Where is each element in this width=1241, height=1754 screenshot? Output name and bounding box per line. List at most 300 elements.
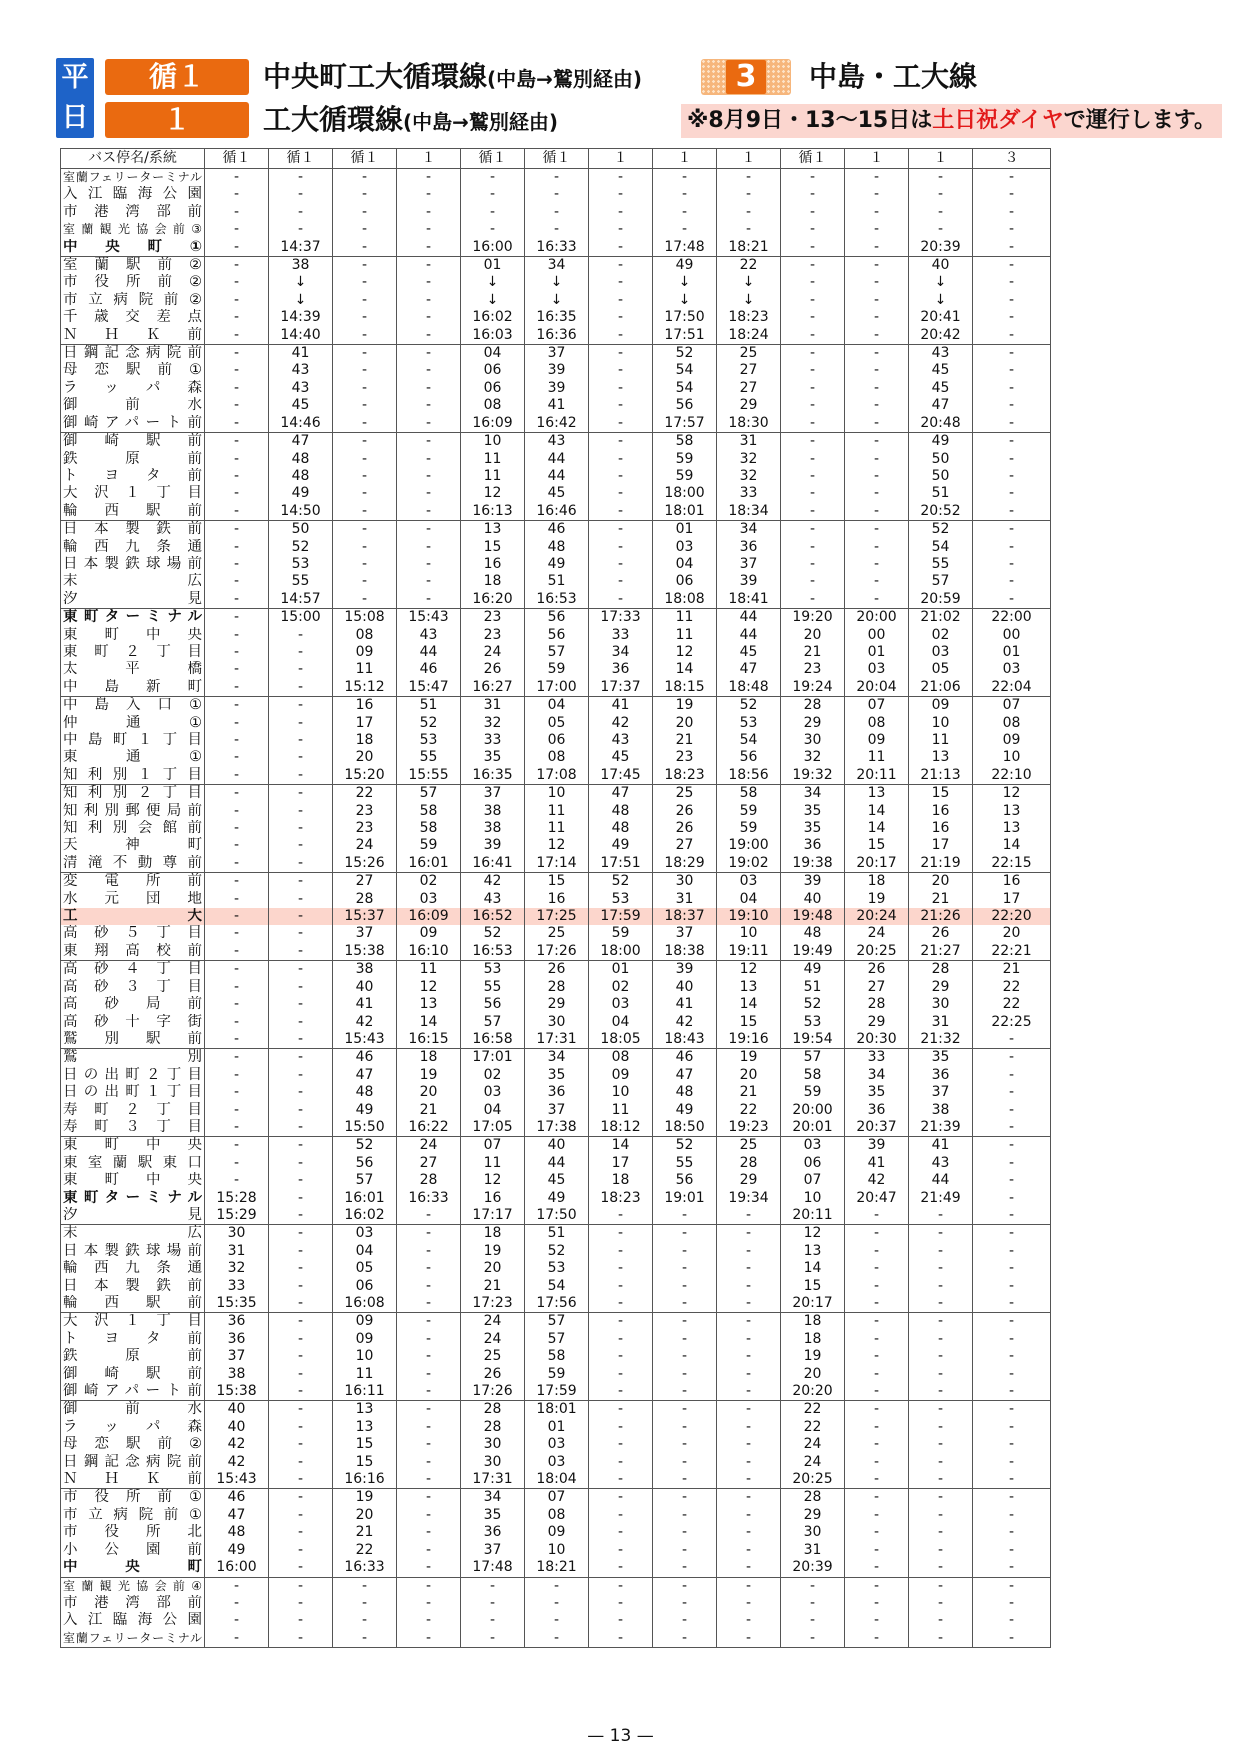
time-cell: - (973, 1331, 1051, 1348)
time-cell: - (269, 943, 333, 961)
stop-name: 東室蘭駅東口 (61, 1155, 205, 1172)
time-cell: - (845, 345, 909, 363)
time-cell: 24 (333, 837, 397, 854)
time-cell: 52 (333, 1137, 397, 1155)
table-row (61, 309, 1051, 326)
time-cell: 16:09 (461, 415, 525, 433)
route-column-header: 循１ (461, 149, 525, 169)
time-cell: - (205, 397, 269, 414)
time-cell: 15 (909, 785, 973, 803)
table-row (61, 433, 1051, 451)
time-cell: 21:06 (909, 679, 973, 697)
stop-name: 日鋼記念病院前 (61, 345, 205, 363)
table-row (61, 556, 1051, 573)
time-cell: 10 (973, 749, 1051, 766)
stop-name: 日本製鉄球場前 (61, 556, 205, 573)
table-row (61, 1243, 1051, 1260)
time-cell: 49 (653, 1102, 717, 1119)
time-cell: 28 (781, 1489, 845, 1507)
stop-name: 東町中央 (61, 1172, 205, 1189)
time-cell: - (397, 1507, 461, 1524)
time-cell: 56 (525, 609, 589, 627)
time-cell: - (397, 1225, 461, 1243)
time-cell: 32 (461, 715, 525, 732)
table-row (61, 679, 1051, 697)
time-cell: 22:15 (973, 855, 1051, 873)
time-cell: - (973, 327, 1051, 345)
time-cell: - (269, 1260, 333, 1277)
time-cell: 52 (653, 345, 717, 363)
time-cell: 17 (589, 1155, 653, 1172)
time-cell: - (589, 1489, 653, 1507)
time-cell: 10 (525, 785, 589, 803)
time-cell: - (781, 539, 845, 556)
time-cell: 19:00 (717, 837, 781, 854)
table-row (61, 591, 1051, 609)
route-title-2 (263, 100, 558, 142)
time-cell: 51 (525, 1225, 589, 1243)
time-cell: 20:24 (845, 908, 909, 925)
time-cell: 22 (781, 1401, 845, 1419)
time-cell: - (717, 169, 781, 187)
time-cell: 11 (909, 732, 973, 749)
time-cell: 22:10 (973, 767, 1051, 785)
time-cell: 20 (397, 1084, 461, 1101)
time-cell: 37 (909, 1084, 973, 1101)
time-cell: - (461, 1595, 525, 1612)
time-cell: - (909, 1489, 973, 1507)
time-cell: - (461, 186, 525, 203)
time-cell: - (397, 451, 461, 468)
time-cell: - (397, 485, 461, 502)
time-cell: - (269, 1119, 333, 1137)
time-cell: - (205, 1172, 269, 1189)
time-cell: - (589, 292, 653, 309)
time-cell: 06 (333, 1278, 397, 1295)
stop-name: 御崎アパート前 (61, 1383, 205, 1401)
time-cell: - (845, 257, 909, 275)
time-cell: 47 (333, 1067, 397, 1084)
stop-name: 汐見 (61, 591, 205, 609)
stop-name: 中央町 (61, 1559, 205, 1577)
time-cell: 21:27 (909, 943, 973, 961)
time-cell: - (589, 1542, 653, 1559)
time-cell: 20 (653, 715, 717, 732)
time-cell: - (845, 274, 909, 291)
time-cell: 16:11 (333, 1383, 397, 1401)
time-cell: - (205, 1630, 269, 1648)
time-cell: - (589, 556, 653, 573)
time-cell: - (973, 169, 1051, 187)
time-cell: - (269, 1243, 333, 1260)
time-cell: - (845, 1559, 909, 1577)
time-cell: 44 (717, 609, 781, 627)
time-cell: - (781, 1612, 845, 1629)
table-row (61, 925, 1051, 942)
time-cell: 55 (269, 573, 333, 590)
time-cell: - (205, 573, 269, 590)
time-cell: 30 (781, 732, 845, 749)
time-cell: - (589, 415, 653, 433)
time-cell: - (973, 1190, 1051, 1207)
time-cell: - (205, 925, 269, 942)
time-cell: - (461, 1577, 525, 1595)
time-cell: 01 (525, 1419, 589, 1436)
time-cell: - (653, 1542, 717, 1559)
table-row (61, 1383, 1051, 1401)
time-cell: 16:36 (525, 327, 589, 345)
time-cell: - (845, 397, 909, 414)
time-cell: 02 (909, 627, 973, 644)
time-cell: 52 (269, 539, 333, 556)
time-cell: - (269, 1524, 333, 1541)
table-row (61, 221, 1051, 238)
time-cell: 08 (461, 397, 525, 414)
time-cell: 15:26 (333, 855, 397, 873)
time-cell: - (781, 591, 845, 609)
time-cell: 19:01 (653, 1190, 717, 1207)
time-cell: 20 (973, 925, 1051, 942)
time-cell: 34 (589, 644, 653, 661)
time-cell: 15 (461, 539, 525, 556)
time-cell: - (717, 186, 781, 203)
time-cell: - (205, 556, 269, 573)
time-cell: 03 (845, 661, 909, 678)
table-row (61, 1630, 1051, 1648)
time-cell: 28 (781, 697, 845, 715)
time-cell: - (205, 1084, 269, 1101)
time-cell: - (845, 1454, 909, 1471)
time-cell: 33 (717, 485, 781, 502)
time-cell: - (909, 1471, 973, 1489)
time-cell: 21 (653, 732, 717, 749)
time-cell: 18:24 (717, 327, 781, 345)
table-row (61, 1401, 1051, 1419)
time-cell: 43 (269, 380, 333, 397)
time-cell: - (653, 1524, 717, 1541)
time-cell: - (717, 1436, 781, 1453)
time-cell: - (269, 1102, 333, 1119)
time-cell: - (973, 1524, 1051, 1541)
time-cell: - (653, 1295, 717, 1313)
time-cell: 48 (589, 820, 653, 837)
table-row (61, 327, 1051, 345)
time-cell: 20 (781, 627, 845, 644)
stop-name: 日鋼記念病院前 (61, 1454, 205, 1471)
time-cell: - (205, 785, 269, 803)
time-cell: - (269, 767, 333, 785)
time-cell: - (589, 397, 653, 414)
time-cell: - (589, 1559, 653, 1577)
time-cell: - (973, 1383, 1051, 1401)
time-cell: - (205, 644, 269, 661)
time-cell: - (845, 451, 909, 468)
time-cell: 43 (397, 627, 461, 644)
time-cell: - (973, 1366, 1051, 1383)
time-cell: - (269, 1559, 333, 1577)
table-row (61, 1155, 1051, 1172)
time-cell: 46 (397, 661, 461, 678)
time-cell: 17 (909, 837, 973, 854)
time-cell: - (269, 1225, 333, 1243)
time-cell: 28 (717, 1155, 781, 1172)
table-row (61, 274, 1051, 291)
time-cell: - (653, 1225, 717, 1243)
time-cell: 49 (525, 1190, 589, 1207)
time-cell: - (589, 1595, 653, 1612)
time-cell: - (653, 1612, 717, 1629)
time-cell: 12 (717, 961, 781, 979)
time-cell: 39 (717, 573, 781, 590)
time-cell: - (973, 1243, 1051, 1260)
time-cell: 50 (909, 468, 973, 485)
time-cell: 30 (653, 873, 717, 891)
time-cell: - (269, 169, 333, 187)
time-cell: 18:56 (717, 767, 781, 785)
time-cell: 23 (461, 627, 525, 644)
time-cell: 14 (845, 803, 909, 820)
time-cell: 44 (525, 468, 589, 485)
time-cell: - (973, 451, 1051, 468)
table-row (61, 362, 1051, 379)
time-cell: 37 (333, 925, 397, 942)
time-cell: 28 (461, 1401, 525, 1419)
route-title-1-via: (中島→鷲別経由) (487, 67, 643, 91)
time-cell: - (845, 1313, 909, 1331)
table-row (61, 1489, 1051, 1507)
time-cell: - (653, 1401, 717, 1419)
time-cell: - (845, 204, 909, 221)
time-cell: - (845, 503, 909, 521)
time-cell: - (205, 1155, 269, 1172)
time-cell: 17:59 (589, 908, 653, 925)
stop-name: 知利別２丁目 (61, 785, 205, 803)
time-cell: - (781, 309, 845, 326)
time-cell: - (589, 1507, 653, 1524)
time-cell: - (269, 1155, 333, 1172)
time-cell: - (205, 1595, 269, 1612)
time-cell: 11 (333, 661, 397, 678)
time-cell: 48 (653, 1084, 717, 1101)
time-cell: - (205, 767, 269, 785)
time-cell: - (717, 1331, 781, 1348)
time-cell: 31 (717, 433, 781, 451)
time-cell: 00 (973, 627, 1051, 644)
time-cell: 33 (589, 627, 653, 644)
time-cell: - (845, 521, 909, 539)
time-cell: 16:33 (397, 1190, 461, 1207)
time-cell: - (845, 556, 909, 573)
time-cell: 50 (269, 521, 333, 539)
time-cell: - (333, 169, 397, 187)
time-cell: 38 (909, 1102, 973, 1119)
time-cell: 04 (461, 345, 525, 363)
time-cell: - (781, 415, 845, 433)
time-cell: 21:32 (909, 1031, 973, 1049)
time-cell: - (845, 221, 909, 238)
time-cell: - (269, 1031, 333, 1049)
time-cell: - (653, 1436, 717, 1453)
time-cell: - (717, 1524, 781, 1541)
stop-name: 市役所前① (61, 1489, 205, 1507)
time-cell: - (973, 221, 1051, 238)
time-cell: 17:51 (589, 855, 653, 873)
time-cell: 13 (333, 1401, 397, 1419)
time-cell: - (205, 908, 269, 925)
time-cell: - (973, 309, 1051, 326)
time-cell: - (845, 433, 909, 451)
time-cell: - (589, 1401, 653, 1419)
time-cell: ↓ (909, 292, 973, 309)
time-cell: 27 (333, 873, 397, 891)
time-cell: 16:58 (461, 1031, 525, 1049)
time-cell: 42 (653, 1014, 717, 1031)
time-cell: - (269, 1049, 333, 1067)
time-cell: 15:29 (205, 1207, 269, 1225)
time-cell: - (589, 1331, 653, 1348)
time-cell: 16:09 (397, 908, 461, 925)
time-cell: 18:38 (653, 943, 717, 961)
time-cell: 16:01 (333, 1190, 397, 1207)
time-cell: - (269, 715, 333, 732)
time-cell: - (589, 539, 653, 556)
time-cell: 16 (909, 820, 973, 837)
time-cell: - (973, 539, 1051, 556)
time-cell: - (269, 1595, 333, 1612)
stop-name: 室蘭フェリーターミナル (61, 169, 205, 187)
stop-name: 入江臨海公園 (61, 1612, 205, 1629)
time-cell: 36 (589, 661, 653, 678)
time-cell: - (973, 1102, 1051, 1119)
time-cell: 20:42 (909, 327, 973, 345)
time-cell: 16:00 (461, 239, 525, 257)
time-cell: - (653, 1595, 717, 1612)
time-cell: - (525, 1630, 589, 1648)
time-cell: 41 (845, 1155, 909, 1172)
time-cell: 10 (525, 1542, 589, 1559)
time-cell: - (781, 485, 845, 502)
table-row (61, 1419, 1051, 1436)
time-cell: 15:20 (333, 767, 397, 785)
table-row (61, 397, 1051, 414)
time-cell: 20 (909, 873, 973, 891)
time-cell: 57 (909, 573, 973, 590)
route-tag-3-label: 3 (726, 60, 766, 94)
stop-name: 御崎アパート前 (61, 415, 205, 433)
time-cell: 53 (525, 1260, 589, 1277)
time-cell: 43 (461, 891, 525, 908)
time-cell: 17:48 (653, 239, 717, 257)
time-cell: 52 (781, 996, 845, 1013)
time-cell: ↓ (717, 292, 781, 309)
time-cell: 50 (909, 451, 973, 468)
time-cell: 45 (525, 485, 589, 502)
time-cell: - (781, 345, 845, 363)
time-cell: - (205, 873, 269, 891)
time-cell: - (397, 1595, 461, 1612)
time-cell: - (205, 1014, 269, 1031)
time-cell: 58 (781, 1067, 845, 1084)
time-cell: - (845, 327, 909, 345)
stop-name: 知利別１丁目 (61, 767, 205, 785)
route-column-header: １ (397, 149, 461, 169)
time-cell: 59 (717, 820, 781, 837)
time-cell: 18:23 (717, 309, 781, 326)
time-cell: - (269, 1507, 333, 1524)
time-cell: - (973, 521, 1051, 539)
time-cell: - (589, 1471, 653, 1489)
time-cell: 11 (333, 1366, 397, 1383)
time-cell: 18:41 (717, 591, 781, 609)
time-cell: 58 (525, 1348, 589, 1365)
time-cell: 53 (781, 1014, 845, 1031)
time-cell: 11 (653, 627, 717, 644)
table-row (61, 1348, 1051, 1365)
time-cell: 19 (653, 697, 717, 715)
stop-name: 御崎駅前 (61, 1366, 205, 1383)
corner-header: バス停名/系統 (61, 149, 205, 169)
time-cell: 18:00 (653, 485, 717, 502)
time-cell: 58 (717, 785, 781, 803)
time-cell: 14:40 (269, 327, 333, 345)
time-cell: - (269, 221, 333, 238)
time-cell: 17:14 (525, 855, 589, 873)
time-cell: - (973, 1454, 1051, 1471)
time-cell: - (205, 732, 269, 749)
time-cell: - (973, 433, 1051, 451)
time-cell: - (845, 1401, 909, 1419)
time-cell: 09 (845, 732, 909, 749)
time-cell: 09 (333, 644, 397, 661)
time-cell: 45 (717, 644, 781, 661)
time-cell: - (397, 1260, 461, 1277)
time-cell: 17:26 (525, 943, 589, 961)
time-cell: 19:11 (717, 943, 781, 961)
time-cell: 20 (461, 1260, 525, 1277)
time-cell: 22:20 (973, 908, 1051, 925)
time-cell: 20 (781, 1366, 845, 1383)
time-cell: 16:35 (525, 309, 589, 326)
route-column-header: ３ (973, 149, 1051, 169)
table-row (61, 891, 1051, 908)
time-cell: 16:08 (333, 1295, 397, 1313)
time-cell: - (781, 1577, 845, 1595)
time-cell: 36 (845, 1102, 909, 1119)
weekday-char-1: 平 (61, 62, 89, 93)
time-cell: 03 (653, 539, 717, 556)
time-cell: - (205, 627, 269, 644)
time-cell: - (397, 309, 461, 326)
time-cell: - (717, 1454, 781, 1471)
stop-name: 東町ターミナル (61, 609, 205, 627)
time-cell: - (397, 1612, 461, 1629)
route-column-header: １ (909, 149, 973, 169)
time-cell: - (205, 362, 269, 379)
time-cell: - (269, 1172, 333, 1189)
table-row (61, 1577, 1051, 1595)
time-cell: - (205, 837, 269, 854)
time-cell: 05 (909, 661, 973, 678)
time-cell: 59 (397, 837, 461, 854)
time-cell: 28 (525, 979, 589, 996)
route-column-header: 循１ (333, 149, 397, 169)
route-title-2-name: 工大循環線 (263, 103, 404, 136)
time-cell: - (909, 1366, 973, 1383)
time-cell: 18:00 (589, 943, 653, 961)
time-cell: 27 (653, 837, 717, 854)
time-cell: - (333, 274, 397, 291)
table-row (61, 1102, 1051, 1119)
